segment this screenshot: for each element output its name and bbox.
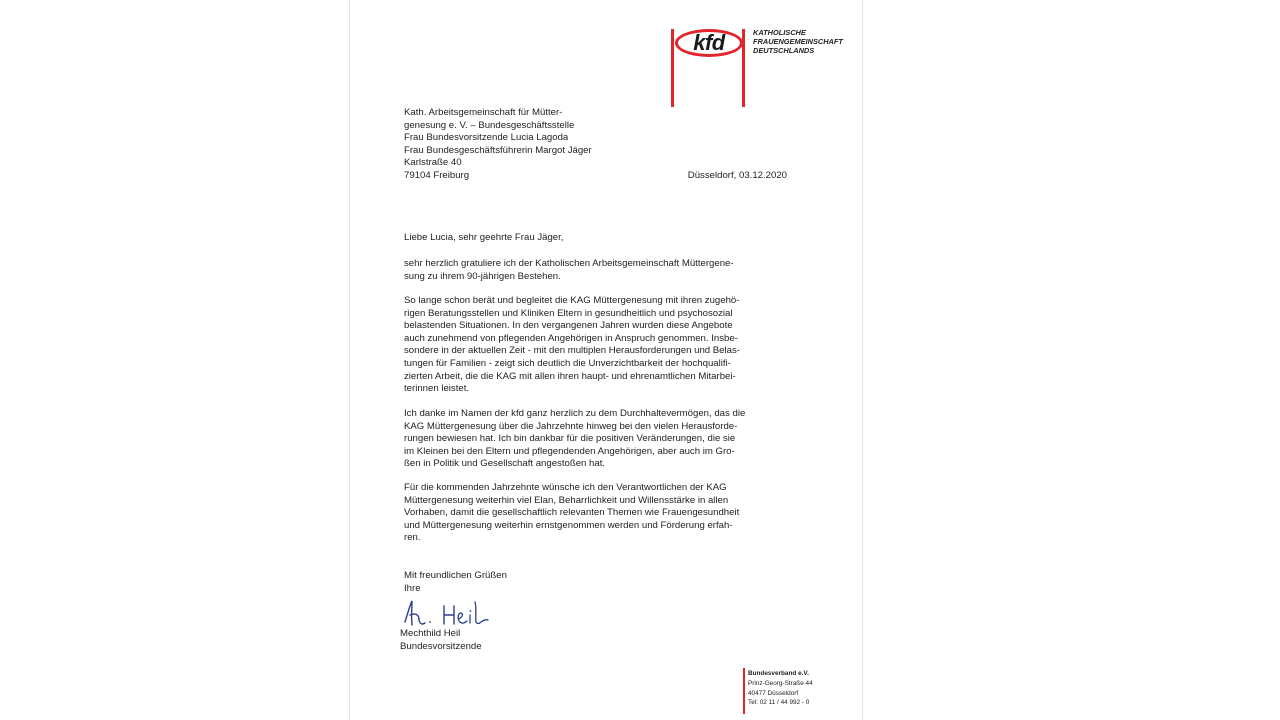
org-line: KATHOLISCHE [753, 28, 806, 37]
text-line: rigen Beratungsstellen und Kliniken Eltern in gesundheitlich und psychosozial [404, 307, 733, 319]
kfd-logo [675, 29, 743, 57]
text-line: und Müttergenesung weiterhin ernstgenommen werden und Förderung erfah- [404, 519, 733, 531]
text-line: ren. [404, 532, 421, 544]
address-line: 79104 Freiburg [404, 169, 470, 181]
paragraph-1 [404, 258, 734, 283]
address-line: genesung e. V. – Bundesgeschäftsstelle [404, 119, 575, 131]
text-line: terinnen leistet. [404, 383, 470, 395]
paragraph-3 [404, 408, 745, 471]
handwritten-signature [400, 598, 490, 630]
org-line: DEUTSCHLANDS [753, 46, 815, 55]
logo-mark: kfd [693, 30, 725, 55]
salutation: Liebe Lucia, sehr geehrte Frau Jäger, [404, 232, 564, 243]
footer-line: Bundesverband e.V. [748, 670, 809, 677]
text-line: ßen in Politik und Gesellschaft angestoßen hat. [404, 458, 606, 470]
paragraph-2 [404, 295, 740, 396]
text-line: Ich danke im Namen der kfd ganz herzlich zu dem Durchhaltevermögen, das die [404, 408, 746, 419]
signer-title: Bundesvorsitzende [400, 640, 482, 652]
text-line: im Kleinen bei den Eltern und pflegendenden Angehörigen, aber auch im Gro- [404, 445, 735, 457]
text-line: Vorhaben, damit die gesellschaftlich relevanten Themen wie Frauengesundheit [404, 507, 740, 519]
text-line: rungen bewiesen hat. Ich bin dankbar für die positiven Veränderungen, die sie [404, 433, 736, 445]
text-line: Für die kommenden Jahrzehnte wünsche ich den Verantwortlichen der KAG [404, 482, 727, 493]
text-line: auch zunehmend von pflegenden Angehörigen in Anspruch genommen. Insbe- [404, 332, 738, 344]
footer-address [748, 669, 813, 708]
text-line: KAG Müttergenesung über die Jahrzehnte hinweg bei den vielen Herausforde- [404, 420, 738, 432]
footer-line: Prinz-Georg-Straße 44 [748, 679, 813, 687]
signer-name: Mechthild Heil [400, 628, 461, 639]
footer-line: 40477 Düsseldorf [748, 689, 799, 697]
recipient-address [404, 107, 592, 183]
text-line: Müttergenesung weiterhin viel Elan, Beharrlichkeit und Willensstärke in allen [404, 494, 729, 506]
closing-line: Mit freundlichen Grüßen [404, 570, 507, 581]
text-line: So lange schon berät und begleitet die KAG Müttergenesung mit ihren zugehö- [404, 295, 740, 306]
address-line: Kath. Arbeitsgemeinschaft für Mütter- [404, 107, 563, 118]
organization-name [753, 28, 843, 55]
text-line: belastenden Situationen. In den vergangenen Jahren wurden diese Angebote [404, 320, 733, 332]
footer-bar [743, 668, 745, 714]
address-line: Frau Bundesgeschäftsführerin Margot Jäger [404, 144, 592, 156]
closing [404, 570, 507, 595]
org-line: FRAUENGEMEINSCHAFT [753, 37, 843, 46]
letter-date: Düsseldorf, 03.12.2020 [687, 170, 787, 181]
signer-block [400, 628, 482, 653]
closing-line: Ihre [404, 582, 421, 594]
text-line: sung zu ihrem 90-jährigen Bestehen. [404, 270, 561, 282]
text-line: sehr herzlich gratuliere ich der Katholischen Arbeitsgemeinschaft Müttergene- [404, 258, 734, 269]
address-line: Frau Bundesvorsitzende Lucia Lagoda [404, 132, 569, 144]
text-line: zierten Arbeit, die die KAG mit allen ihren haupt- und ehrenamtlichen Mitarbei- [404, 370, 736, 382]
paragraph-4 [404, 482, 739, 545]
footer-line: Tel: 02 11 / 44 992 - 0 [748, 699, 810, 707]
letter-page [349, 0, 863, 720]
text-line: tungen für Familien - zeigt sich deutlich die Unverzichtbarkeit der hochqualifi- [404, 357, 731, 369]
logo-bar-left [671, 29, 674, 107]
text-line: sondere in der aktuellen Zeit - mit den multiplen Herausforderungen und Belas- [404, 345, 740, 357]
address-line: Karlstraße 40 [404, 157, 462, 169]
